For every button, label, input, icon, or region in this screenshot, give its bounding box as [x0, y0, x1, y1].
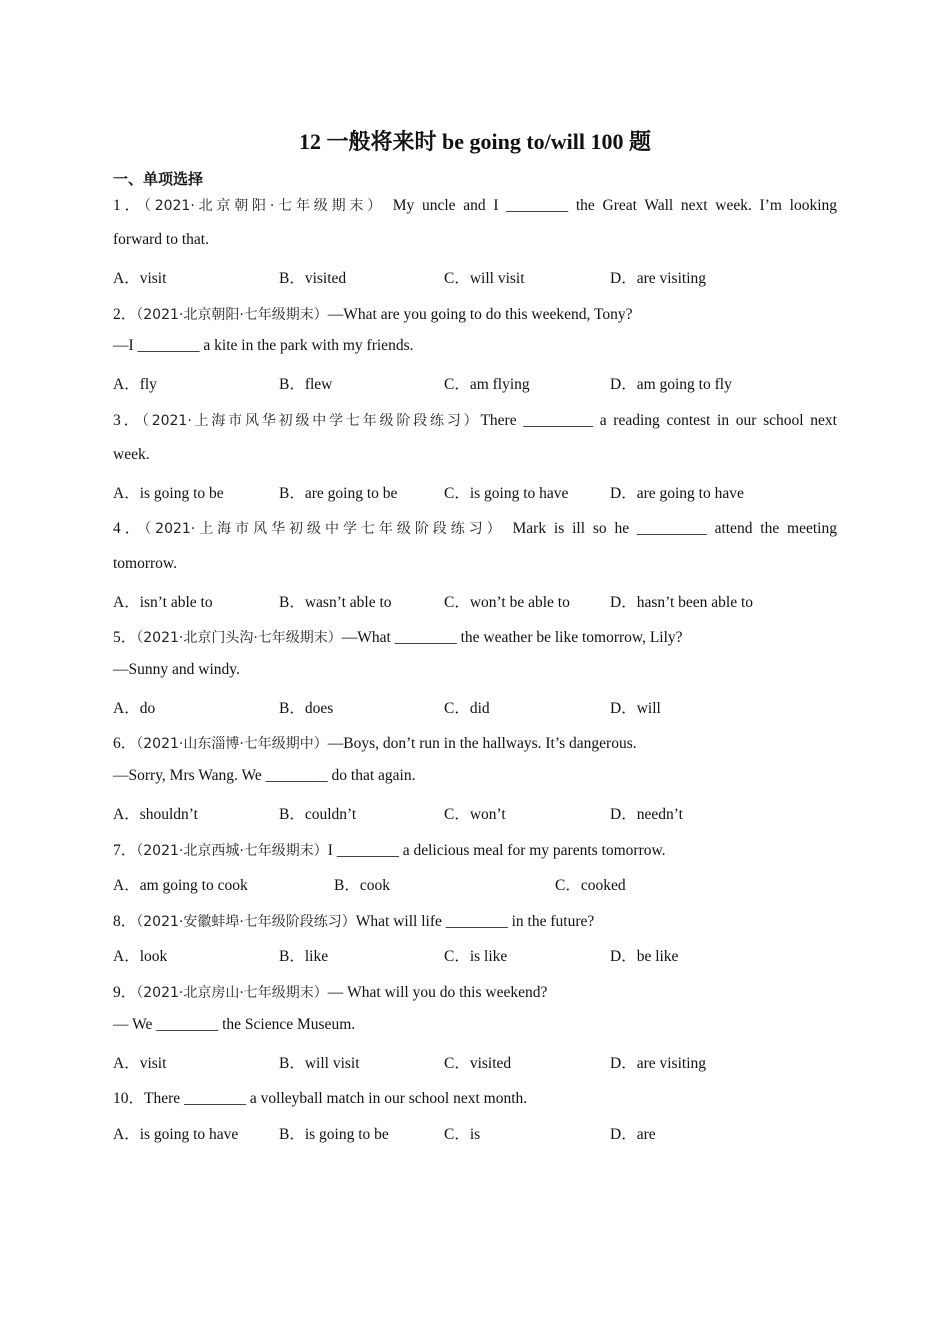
question-9-option-b[interactable]: B．will visit [279, 1055, 360, 1072]
question-7-option-a[interactable]: A．am going to cook [113, 877, 248, 894]
section-heading: 一、单项选择 [113, 170, 204, 188]
question-4-option-b[interactable]: B．wasn’t able to [279, 594, 392, 611]
question-source: （2021·北京房山·七年级期末） [136, 985, 328, 1001]
question-3-stem [113, 408, 837, 430]
question-8-stem [113, 909, 594, 931]
question-4-option-a[interactable]: A．isn’t able to [113, 594, 213, 611]
question-source: （2021·上海市风华初级中学七年级阶段练习） [141, 413, 481, 429]
question-8-option-c[interactable]: C．is like [444, 948, 508, 965]
question-text: What will life ________ in the future? [355, 913, 595, 930]
question-3-option-c[interactable]: C．is going to have [444, 485, 569, 502]
question-source: （2021·北京朝阳·七年级期末） [136, 307, 328, 323]
question-2-stem [113, 302, 632, 324]
question-9-option-a[interactable]: A．visit [113, 1055, 167, 1072]
question-9-stem-cont: — We ________ the Science Museum. [113, 1016, 356, 1033]
question-number: 4． [113, 520, 145, 537]
question-2-option-a[interactable]: A．fly [113, 376, 157, 393]
question-2-option-c[interactable]: C．am flying [444, 376, 530, 393]
question-5-option-a[interactable]: A．do [113, 700, 156, 717]
question-10-stem [113, 1086, 527, 1108]
question-2-option-d[interactable]: D．am going to fly [610, 376, 732, 393]
question-6-stem-cont: —Sorry, Mrs Wang. We ________ do that again. [113, 767, 416, 784]
question-8-option-a[interactable]: A．look [113, 948, 168, 965]
question-source: （2021·安徽蚌埠·七年级阶段练习） [136, 914, 356, 930]
question-8-option-d[interactable]: D．be like [610, 948, 679, 965]
question-1-stem [113, 193, 837, 215]
question-9-option-d[interactable]: D．are visiting [610, 1055, 706, 1072]
page-title: 12 一般将来时 be going to/will 100 题 [298, 129, 651, 154]
question-5-option-d[interactable]: D．will [610, 700, 661, 717]
question-2-stem-cont: —I ________ a kite in the park with my friends. [113, 337, 414, 354]
question-text: — What will you do this weekend? [327, 984, 548, 1001]
question-10-option-d[interactable]: D．are [610, 1126, 656, 1143]
question-7-option-b[interactable]: B．cook [334, 877, 390, 894]
question-2-option-b[interactable]: B．flew [279, 376, 333, 393]
question-number: 6． [113, 735, 137, 752]
question-4-option-d[interactable]: D．hasn’t been able to [610, 594, 754, 611]
question-9-option-c[interactable]: C．visited [444, 1055, 512, 1072]
question-text: Mark is ill so he _________ attend the meeting [512, 520, 837, 537]
question-6-option-c[interactable]: C．won’t [444, 806, 506, 823]
question-4-stem [113, 516, 837, 538]
question-text: —What ________ the weather be like tomorrow, Lily? [341, 629, 683, 646]
question-4-stem-cont: tomorrow. [113, 555, 177, 572]
question-6-option-d[interactable]: D．needn’t [610, 806, 683, 823]
question-7-option-c[interactable]: C．cooked [555, 877, 626, 894]
question-source: （2021·北京朝阳·七年级期末） [143, 198, 386, 214]
question-8-option-b[interactable]: B．like [279, 948, 329, 965]
question-1-option-d[interactable]: D．are visiting [610, 270, 706, 287]
question-9-stem [113, 980, 547, 1002]
question-text: —What are you going to do this weekend, Tony? [327, 306, 633, 323]
question-4-option-c[interactable]: C．won’t be able to [444, 594, 570, 611]
question-1-option-b[interactable]: B．visited [279, 270, 347, 287]
question-number: 1． [113, 197, 144, 214]
question-3-option-b[interactable]: B．are going to be [279, 485, 398, 502]
question-source: （2021·北京西城·七年级期末） [136, 843, 328, 859]
question-3-stem-cont: week. [113, 446, 150, 463]
question-10-option-a[interactable]: A．is going to have [113, 1126, 239, 1143]
question-text: My uncle and I ________ the Great Wall next week. I’m looking [392, 197, 837, 214]
question-5-stem-cont: —Sunny and windy. [113, 661, 240, 678]
question-10-option-c[interactable]: C．is [444, 1126, 481, 1143]
question-source: （2021·北京门头沟·七年级期末） [136, 630, 342, 646]
question-5-stem [113, 625, 683, 647]
question-number: 2． [113, 306, 137, 323]
question-1-option-c[interactable]: C．will visit [444, 270, 525, 287]
question-7-stem [113, 838, 666, 860]
question-number: 10． [113, 1090, 145, 1107]
question-10-option-b[interactable]: B．is going to be [279, 1126, 389, 1143]
question-number: 5． [113, 629, 137, 646]
question-3-option-a[interactable]: A．is going to be [113, 485, 224, 502]
question-source: （2021·山东淄博·七年级期中） [136, 736, 328, 752]
question-number: 3． [113, 412, 142, 429]
question-1-stem-cont: forward to that. [113, 231, 209, 248]
question-text: —Boys, don’t run in the hallways. It’s dangerous. [327, 735, 637, 752]
question-6-stem [113, 731, 637, 753]
question-text: There _________ a reading contest in our school next [480, 412, 837, 429]
question-text: I ________ a delicious meal for my parents tomorrow. [327, 842, 666, 859]
question-number: 8． [113, 913, 137, 930]
question-5-option-c[interactable]: C．did [444, 700, 490, 717]
question-text: There ________ a volleyball match in our school next month. [144, 1090, 528, 1107]
question-6-option-a[interactable]: A．shouldn’t [113, 806, 198, 823]
question-number: 7． [113, 842, 137, 859]
question-5-option-b[interactable]: B．does [279, 700, 334, 717]
question-number: 9． [113, 984, 137, 1001]
question-1-option-a[interactable]: A．visit [113, 270, 167, 287]
question-source: （2021·上海市风华初级中学七年级阶段练习） [144, 521, 505, 537]
question-6-option-b[interactable]: B．couldn’t [279, 806, 357, 823]
question-3-option-d[interactable]: D．are going to have [610, 485, 744, 502]
